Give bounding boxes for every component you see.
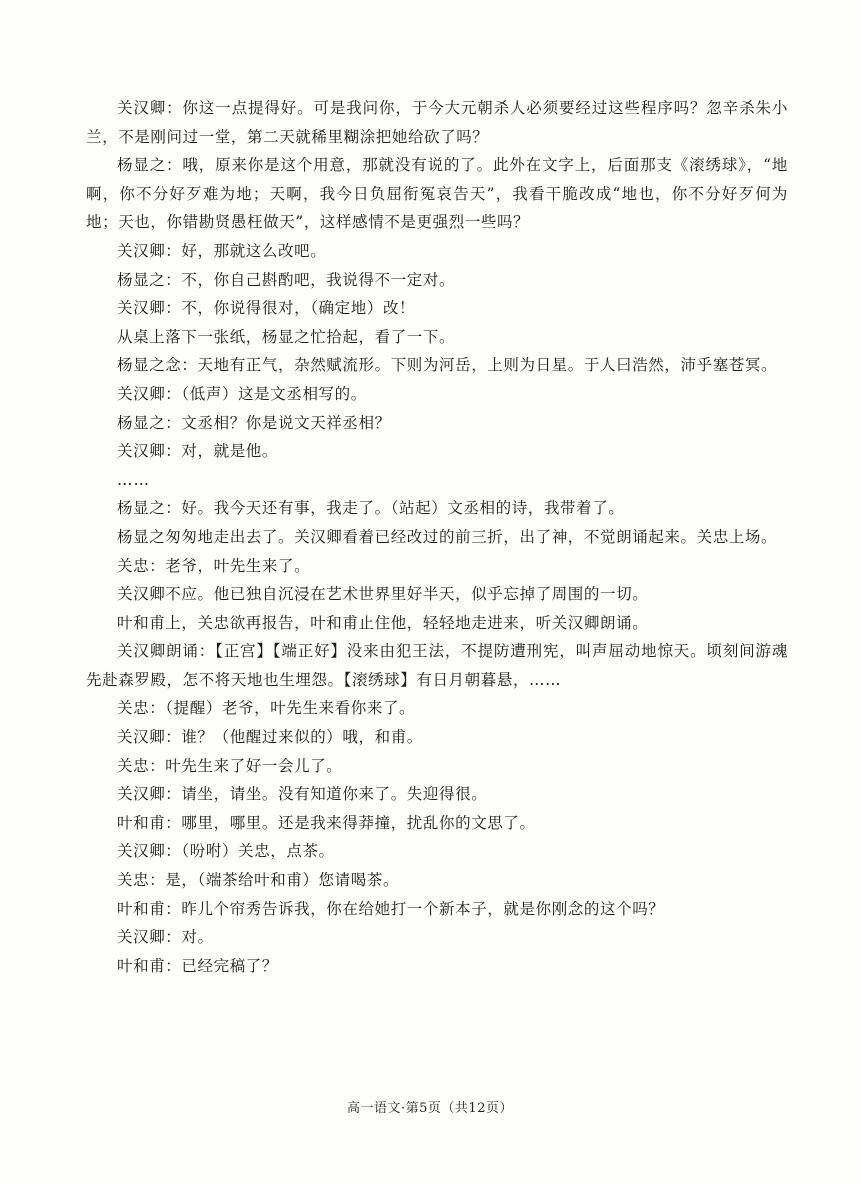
stage-direction: 关汉卿不应。他已独自沉浸在艺术世界里好半天，似乎忘掉了周围的一切。 xyxy=(117,585,649,604)
paragraph: 关忠：是，（端茶给叶和甫）您请喝茶。 xyxy=(117,871,400,890)
paragraph: 关忠：叶先生来了好一会儿了。 xyxy=(117,756,343,775)
paragraph: 关忠：老爷，叶先生来了。 xyxy=(117,556,311,575)
paragraph: 关汉卿：对，就是他。 xyxy=(117,442,279,461)
paragraph: 杨显之：好。我今天还有事，我走了。（站起）文丞相的诗，我带着了。 xyxy=(117,499,625,518)
paragraph: 关汉卿：请坐，请坐。没有知道你来了。失迎得很。 xyxy=(117,785,488,804)
paragraph: 关汉卿：不，你说得很对，（确定地）改！ xyxy=(117,299,416,318)
paragraph: 关汉卿：（吩咐）关忠，点茶。 xyxy=(117,842,335,861)
paragraph: 关汉卿：对。 xyxy=(117,928,214,947)
stage-direction: 叶和甫上，关忠欲再报告，叶和甫止住他，轻轻地走进来，听关汉卿朗诵。 xyxy=(117,613,649,632)
paragraph: 叶和甫：昨儿个帘秀告诉我，你在给她打一个新本子，就是你刚念的这个吗？ xyxy=(117,899,665,918)
page-footer: 高一语文·第5页（共12页） xyxy=(347,1101,513,1116)
paragraph: 叶和甫：哪里，哪里。还是我来得莽撞，扰乱你的文思了。 xyxy=(117,813,536,832)
paragraph: 关汉卿：你这一点提得好。可是我问你，于今大元朝杀人必须要经过这些程序吗？忽辛杀朱小兰，不是刚问过一堂，第二天就稀里糊涂把她给砍了吗？ xyxy=(86,99,788,146)
paragraph: 杨显之：哦，原来你是这个用意，那就没有说的了。此外在文字上，后面那支《滚绣球》，“地啊，你不分好歹难为地；天啊，我今日负屈衔冤哀告天”，我看干脆改成“地也，你不分好歹何为地；天也，你错勘贤愚枉做天”，这样感情不是更强烈一些吗？ xyxy=(86,156,788,232)
paragraph: 杨显之：不，你自己斟酌吧，我说得不一定对。 xyxy=(117,270,456,289)
paragraph: 叶和甫：已经完稿了？ xyxy=(117,956,279,975)
paragraph: 关汉卿：谁？（他醒过来似的）哦，和甫。 xyxy=(117,728,423,747)
paragraph: 杨显之：文丞相？你是说文天祥丞相？ xyxy=(117,413,391,432)
ellipsis-line: …… xyxy=(117,470,150,489)
paragraph: 关忠：（提醒）老爷，叶先生来看你来了。 xyxy=(117,699,416,718)
paragraph: 关汉卿：好，那就这么改吧。 xyxy=(117,241,327,260)
paragraph: 杨显之念：天地有正气，杂然赋流形。下则为河岳，上则为日星。于人曰浩然，沛乎塞苍冥。 xyxy=(117,356,778,375)
page-body xyxy=(86,94,788,980)
stage-direction: 从桌上落下一张纸，杨显之忙拾起，看了一下。 xyxy=(117,327,456,346)
paragraph: 关汉卿：（低声）这是文丞相写的。 xyxy=(117,384,367,403)
paragraph: 关汉卿朗诵：【正宫】【端正好】没来由犯王法，不提防遭刑宪，叫声屈动地惊天。顷刻间游魂先赴森罗殿，怎不将天地也生埋怨。【滚绣球】有日月朝暮悬，…… xyxy=(86,642,788,689)
stage-direction: 杨显之匆匆地走出去了。关汉卿看着已经改过的前三折，出了神，不觉朗诵起来。关忠上场。 xyxy=(117,527,778,546)
